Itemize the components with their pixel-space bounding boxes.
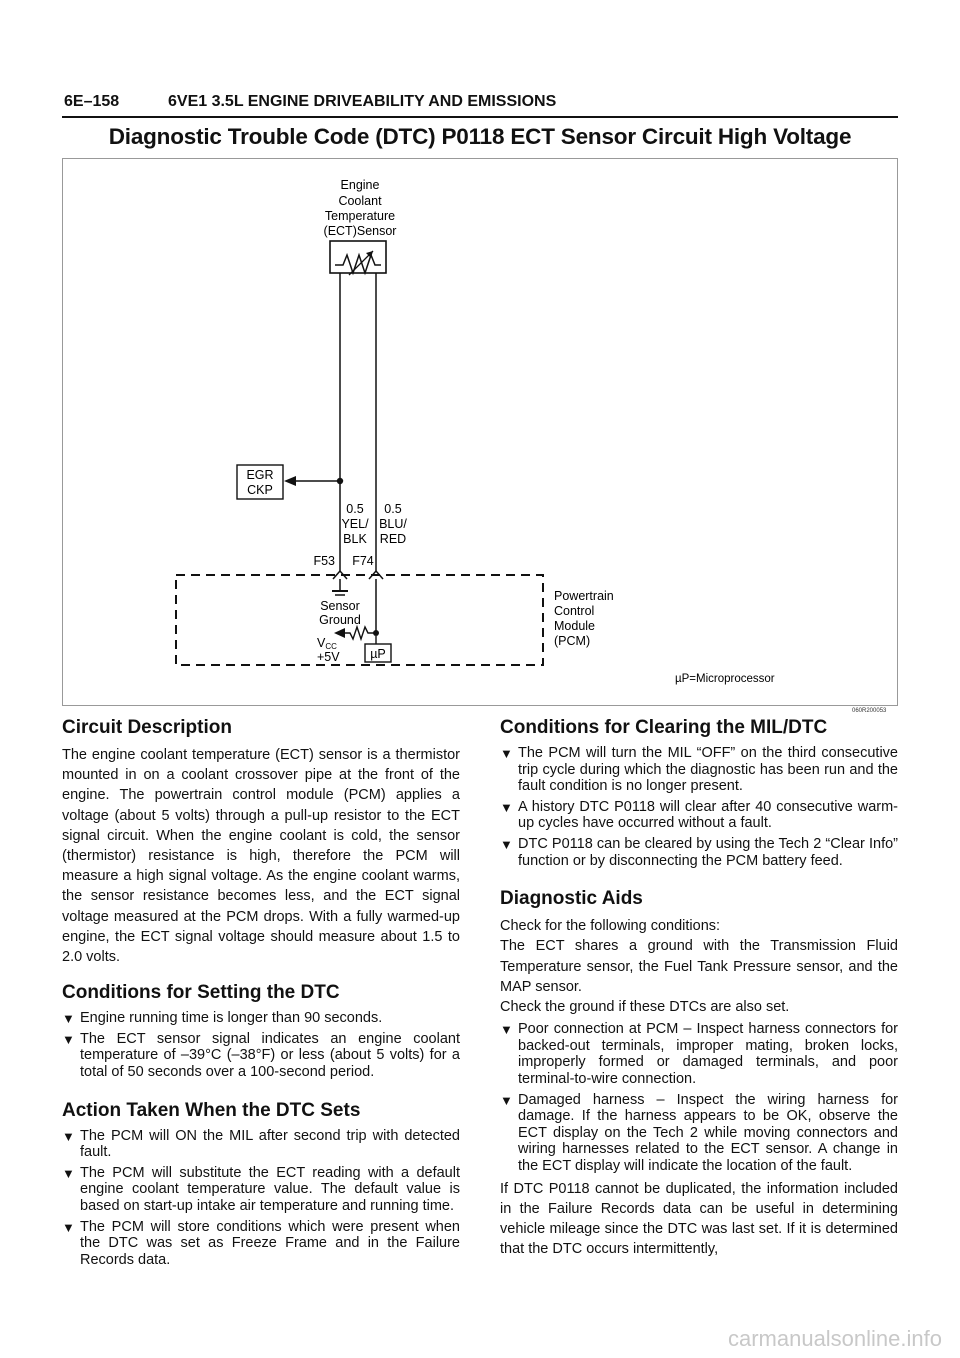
list-item: ▼ Poor connection at PCM – Inspect harness connectors for backed-out terminals, improper mating, broken locks, improperly formed or damaged terminals, and poor terminal-to-wire connection. — [500, 1021, 898, 1087]
bullet-icon: ▼ — [62, 1165, 75, 1181]
circuit-description-text: The engine coolant temperature (ECT) sensor is a thermistor mounted in on a coolant crossover pipe at the front of the engine. The powertrain control module (PCM) applies a voltage (about 5 volts) through a pull-up resistor to the ECT signal circuit. When the engine coolant is cold, the sensor (thermistor) resistance is high, therefore the PCM will measure a high signal voltage. As the engine coolant warms, the sensor resistance becomes less, and the ECT signal voltage measured at the PCM drops. With a fully warmed-up engine, the ECT signal voltage should measure about 1.5 to 2.0 volts. — [62, 747, 460, 966]
bullet-icon: ▼ — [62, 1219, 75, 1235]
list-item: ▼ The PCM will ON the MIL after second trip with detected fault. — [62, 1127, 460, 1161]
wire1-gauge: 0.5 — [346, 502, 364, 516]
list-item: ▼ The PCM will substitute the ECT reading with a default engine coolant temperature value. The default value is based on start-up intake air temperature and running time. — [62, 1164, 460, 1214]
diagnostic-aids-intro-3: Check the ground if these DTCs are also set. — [500, 998, 790, 1015]
pcm-label-3: Module — [554, 619, 595, 633]
list-item: ▼ DTC P0118 can be cleared by using the Tech 2 “Clear Info” function or by disconnecting the PCM battery feed. — [500, 835, 898, 869]
diagnostic-aids-heading: Diagnostic Aids — [500, 888, 643, 910]
page-number: 6E–158 — [64, 93, 120, 110]
bullet-icon: ▼ — [500, 836, 513, 852]
watermark: carmanualsonline.info — [727, 1326, 942, 1351]
pin-f53: F53 — [313, 554, 335, 568]
list-item: ▼ The PCM will store conditions which were present when the DTC was set as Freeze Frame and in the Failure Records data. — [62, 1218, 460, 1268]
wire1-color-2: BLK — [343, 532, 367, 546]
action-taken-heading: Action Taken When the DTC Sets — [62, 1099, 361, 1121]
egr-branch-arrow — [284, 476, 296, 486]
wiring-diagram — [62, 158, 898, 706]
wire2-color-1: BLU/ — [379, 517, 407, 531]
sensor-label-1: Engine — [340, 178, 380, 192]
vcc-subscript: CC — [325, 642, 337, 651]
bullet-icon: ▼ — [500, 799, 513, 815]
wire2-gauge: 0.5 — [384, 502, 402, 516]
pin-f74: F74 — [352, 554, 374, 568]
vcc-voltage: +5V — [317, 650, 340, 664]
bullet-icon: ▼ — [500, 1092, 513, 1108]
conditions-setting-list — [62, 1010, 460, 1080]
diagnostic-aids-list — [500, 1021, 898, 1174]
splice-dot — [337, 478, 343, 484]
bullet-icon: ▼ — [62, 1011, 75, 1027]
sensor-ground-label-1: Sensor — [320, 599, 360, 613]
page-title: Diagnostic Trouble Code (DTC) P0118 ECT Sensor Circuit High Voltage — [108, 124, 852, 149]
figure-id: 060R200053 — [852, 708, 887, 714]
ckp-label: CKP — [247, 483, 273, 497]
bullet-icon: ▼ — [500, 746, 513, 761]
wiring-diagram-svg — [63, 159, 897, 705]
action-taken-list — [62, 1128, 460, 1269]
vcc-main: V — [317, 636, 326, 650]
wire2-color-2: RED — [379, 532, 407, 546]
page-header — [62, 92, 898, 118]
list-item: ▼ The PCM will turn the MIL “OFF” on the third consecutive trip cycle during which the diagnostic has been run and the fault condition is no longer present. — [500, 745, 898, 795]
diagnostic-aids-outro: If DTC P0118 cannot be duplicated, the information included in the Failure Records data can be useful in determining vehicle mileage since the DTC was last set. If it is determined that the DTC occurs intermittently, — [500, 1180, 898, 1258]
vcc-label — [317, 636, 337, 651]
list-item: ▼ The ECT sensor signal indicates an engine coolant temperature of –39°C (–38°F) or less (about 5 volts) for a total of 50 seconds over a 100-second period. — [62, 1030, 460, 1081]
left-column — [62, 716, 460, 1272]
sensor-label-4: (ECT)Sensor — [323, 224, 397, 238]
list-item: ▼ A history DTC P0118 will clear after 40 consecutive warm-up cycles have occurred without a fault. — [500, 798, 898, 832]
section-title: 6VE1 3.5L ENGINE DRIVEABILITY AND EMISSIONS — [168, 93, 557, 110]
bullet-icon: ▼ — [500, 1022, 513, 1038]
diagnostic-aids-intro-1: Check for the following conditions: — [500, 918, 721, 935]
bullet-icon: ▼ — [62, 1031, 75, 1047]
pcm-label-2: Control — [554, 604, 595, 618]
circuit-description-heading: Circuit Description — [62, 717, 232, 738]
conditions-clearing-heading: Conditions for Clearing the MIL/DTC — [500, 717, 828, 738]
pcm-label-4: (PCM) — [554, 634, 591, 648]
sensor-ground-label-2: Ground — [319, 613, 361, 627]
pullup-resistor — [345, 627, 376, 639]
pcm-label-1: Powertrain — [554, 589, 614, 603]
microprocessor-label: µP — [370, 647, 386, 661]
conditions-setting-heading: Conditions for Setting the DTC — [62, 982, 340, 1004]
wire1-color-1: YEL/ — [341, 517, 369, 531]
microprocessor-note: µP=Microprocessor — [675, 673, 775, 685]
sensor-label-3: Temperature — [324, 209, 396, 223]
list-item: ▼ Damaged harness – Inspect the wiring harness for damage. If the harness appears to be OK, observe the ECT display on the Tech 2 while moving connectors and wiring harnesses related to the ECT sensor. A change in the ECT display will indicate the location of the fault. — [500, 1091, 898, 1174]
diagnostic-aids-intro-2: The ECT shares a ground with the Transmission Fluid Temperature sensor, the Fuel Tank Pressure sensor, and the MAP sensor. — [500, 938, 898, 995]
sensor-label-2: Coolant — [338, 194, 382, 208]
thermistor-symbol — [335, 255, 381, 273]
conditions-clearing-list — [500, 745, 898, 869]
bullet-icon: ▼ — [62, 1128, 75, 1144]
vcc-arrow — [334, 628, 345, 638]
list-item: ▼ Engine running time is longer than 90 seconds. — [62, 1010, 383, 1027]
right-column — [500, 716, 898, 1259]
egr-label: EGR — [246, 468, 274, 482]
